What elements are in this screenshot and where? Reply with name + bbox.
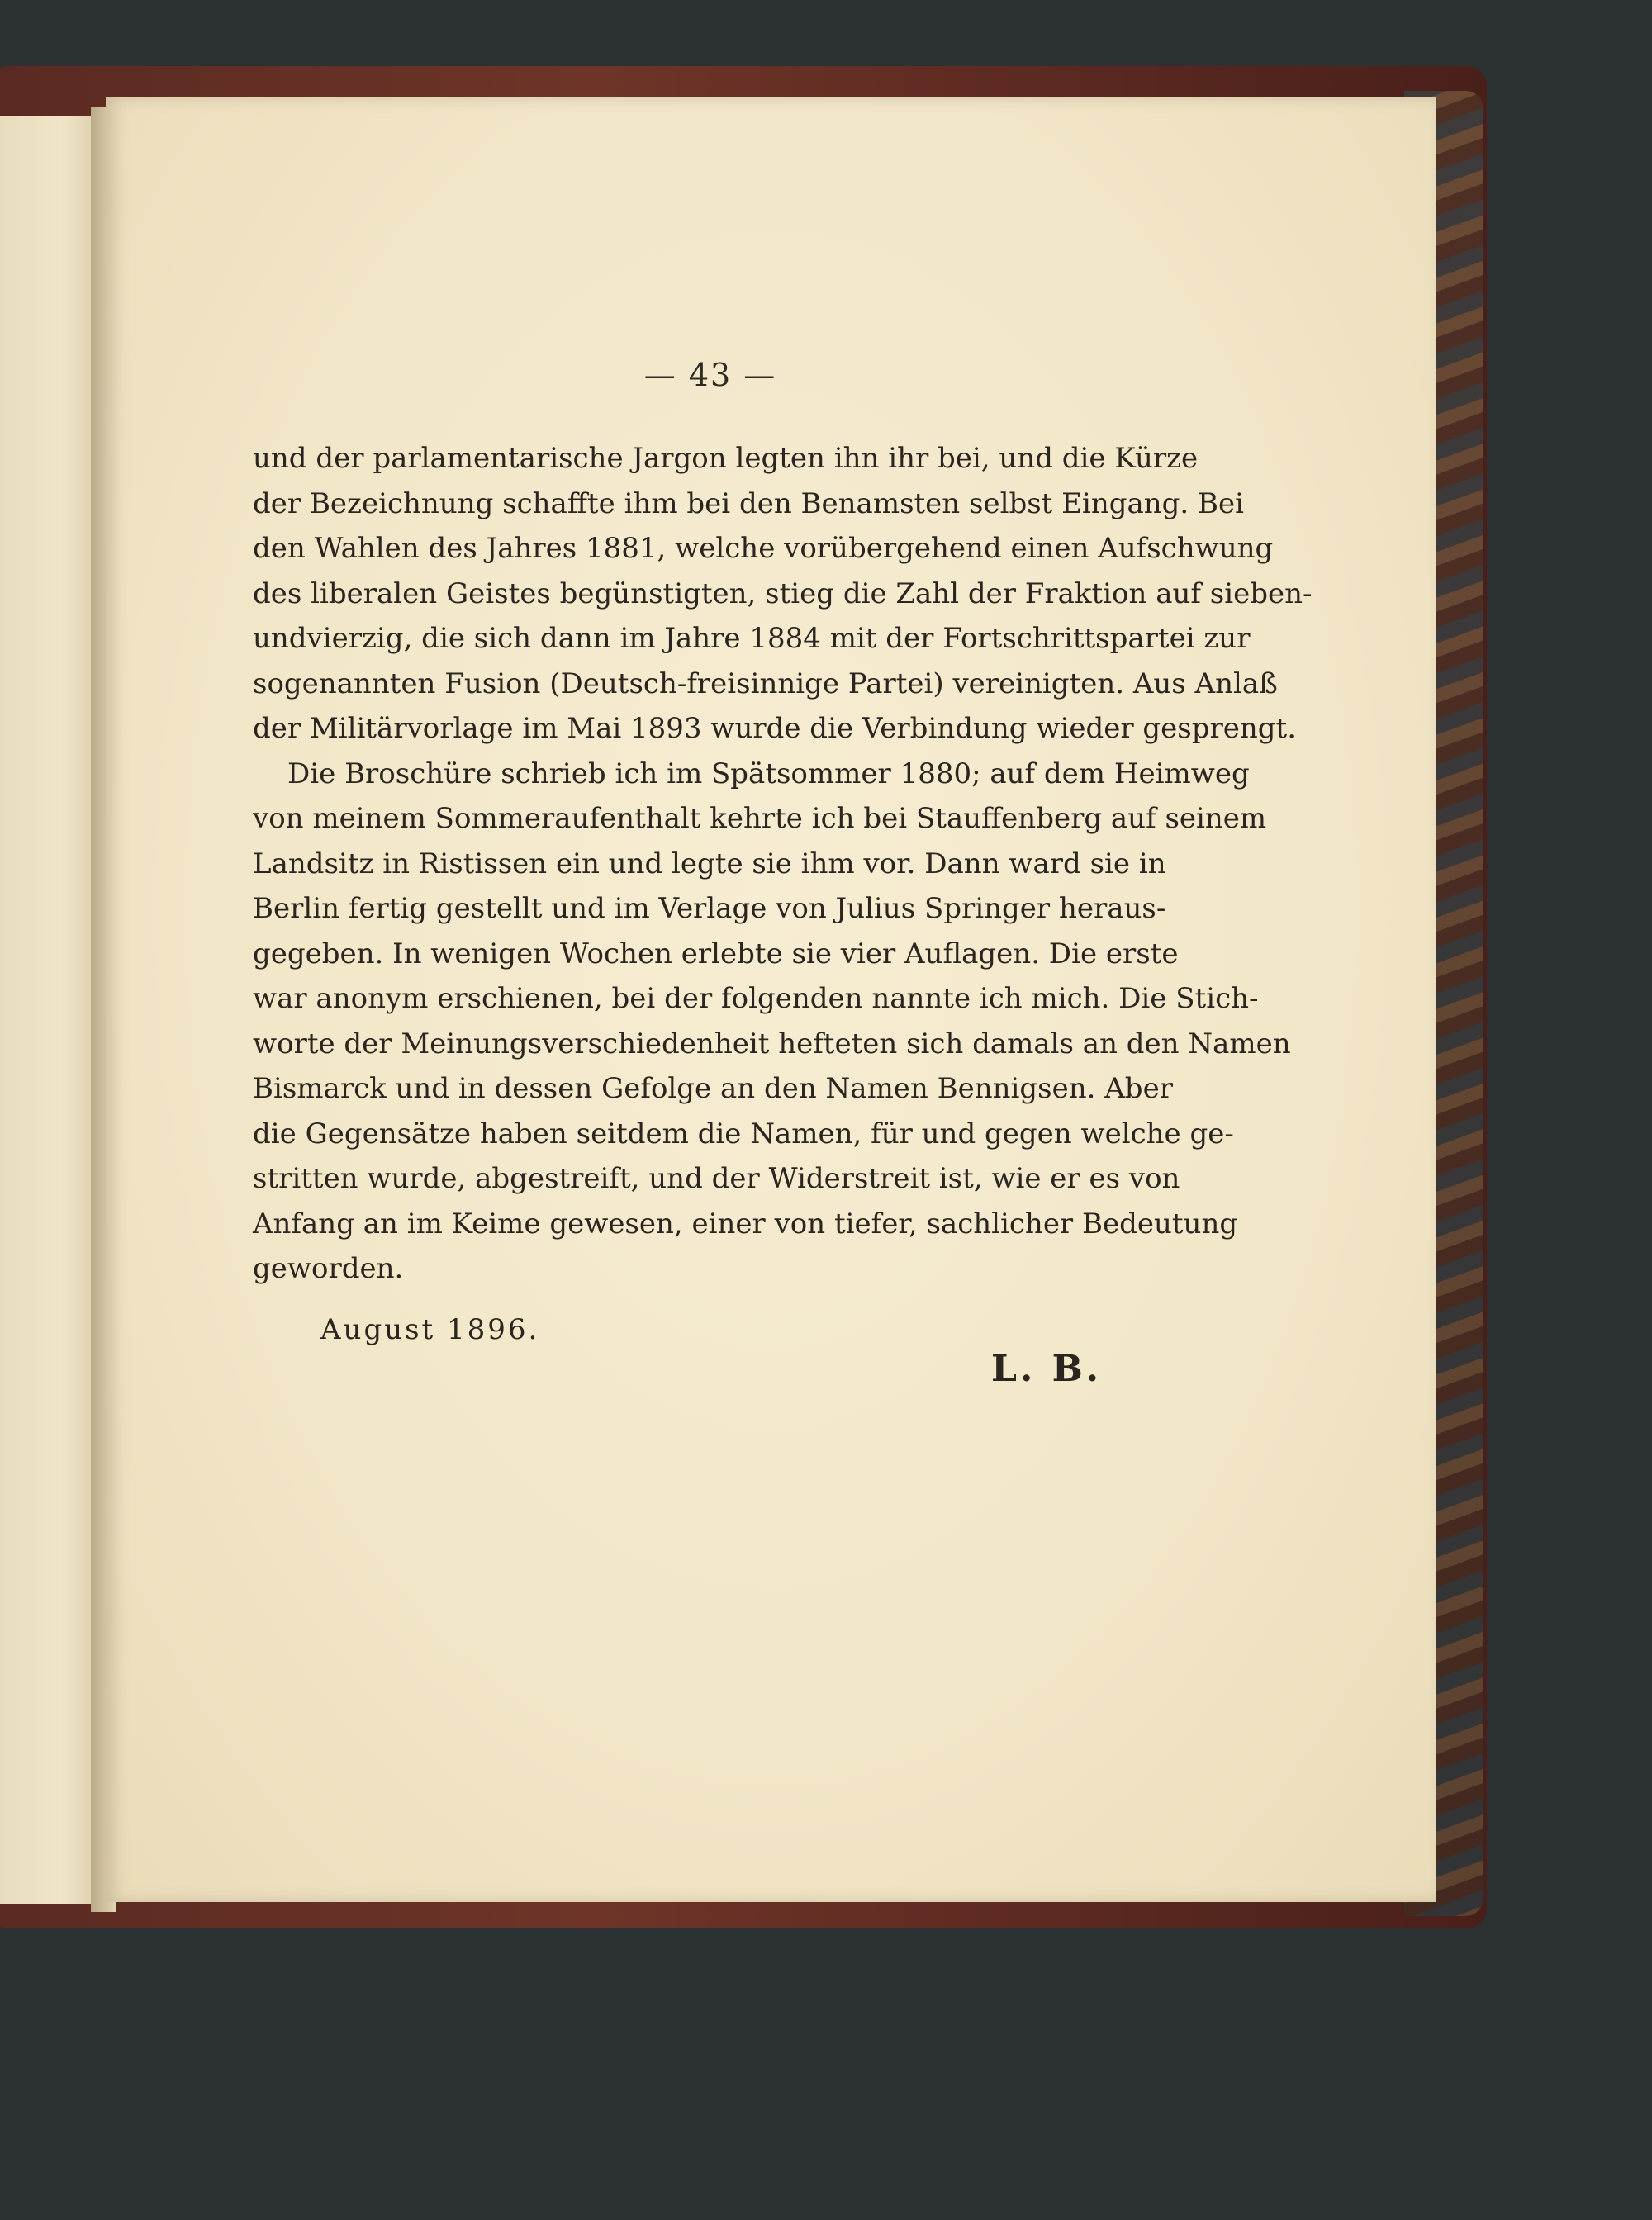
text-line: Berlin fertig gestellt und im Verlage von Julius Springer heraus- bbox=[253, 892, 1166, 925]
left-page-edge bbox=[0, 116, 103, 1904]
text-line: war anonym erschienen, bei der folgenden nannte ich mich. Die Stich- bbox=[253, 982, 1259, 1015]
text-line: sogenannten Fusion (Deutsch-freisinnige Partei) vereinigten. Aus Anlaß bbox=[253, 666, 1278, 700]
paragraph-1 bbox=[253, 436, 1313, 752]
text-line: Landsitz in Ristissen ein und legte sie ihm vor. Dann ward sie in bbox=[253, 847, 1166, 880]
text-line: Anfang an im Keime gewesen, einer von tiefer, sachlicher Bedeutung bbox=[253, 1207, 1238, 1240]
author-initials: L. B. bbox=[991, 1348, 1103, 1390]
text-line: der Bezeichnung schaffte ihm bei den Benamsten selbst Eingang. Bei bbox=[253, 486, 1245, 520]
text-line: des liberalen Geistes begünstigten, stieg die Zahl der Fraktion auf sieben- bbox=[253, 576, 1313, 610]
text-line: die Gegensätze haben seitdem die Namen, für und gegen welche ge- bbox=[253, 1117, 1234, 1150]
text-line: stritten wurde, abgestreift, und der Widerstreit ist, wie er es von bbox=[253, 1162, 1180, 1195]
text-line: von meinem Sommeraufenthalt kehrte ich bei Stauffenberg auf seinem bbox=[253, 802, 1267, 835]
text-line: geworden. bbox=[253, 1252, 404, 1285]
text-line: Bismarck und in dessen Gefolge an den Namen Bennigsen. Aber bbox=[253, 1072, 1173, 1105]
page-number: — 43 — bbox=[643, 357, 777, 393]
text-line: worte der Meinungsverschiedenheit hefteten sich damals an den Namen bbox=[253, 1027, 1291, 1060]
text-line: und der parlamentarische Jargon legten ihn ihr bei, und die Kürze bbox=[253, 442, 1199, 475]
dateline: August 1896. bbox=[320, 1313, 540, 1346]
text-line: Die Broschüre schrieb ich im Spätsommer 1880; auf dem Heimweg bbox=[287, 757, 1250, 790]
paragraph-2 bbox=[253, 752, 1291, 1292]
text-line: gegeben. In wenigen Wochen erlebte sie vier Auflagen. Die erste bbox=[253, 937, 1179, 970]
text-line: den Wahlen des Jahres 1881, welche vorübergehend einen Aufschwung bbox=[253, 532, 1274, 565]
body-text bbox=[253, 436, 1313, 1292]
text-line: undvierzig, die sich dann im Jahre 1884 mit der Fortschrittspartei zur bbox=[253, 622, 1251, 655]
text-line: der Militärvorlage im Mai 1893 wurde die Verbindung wieder gesprengt. bbox=[253, 712, 1296, 745]
